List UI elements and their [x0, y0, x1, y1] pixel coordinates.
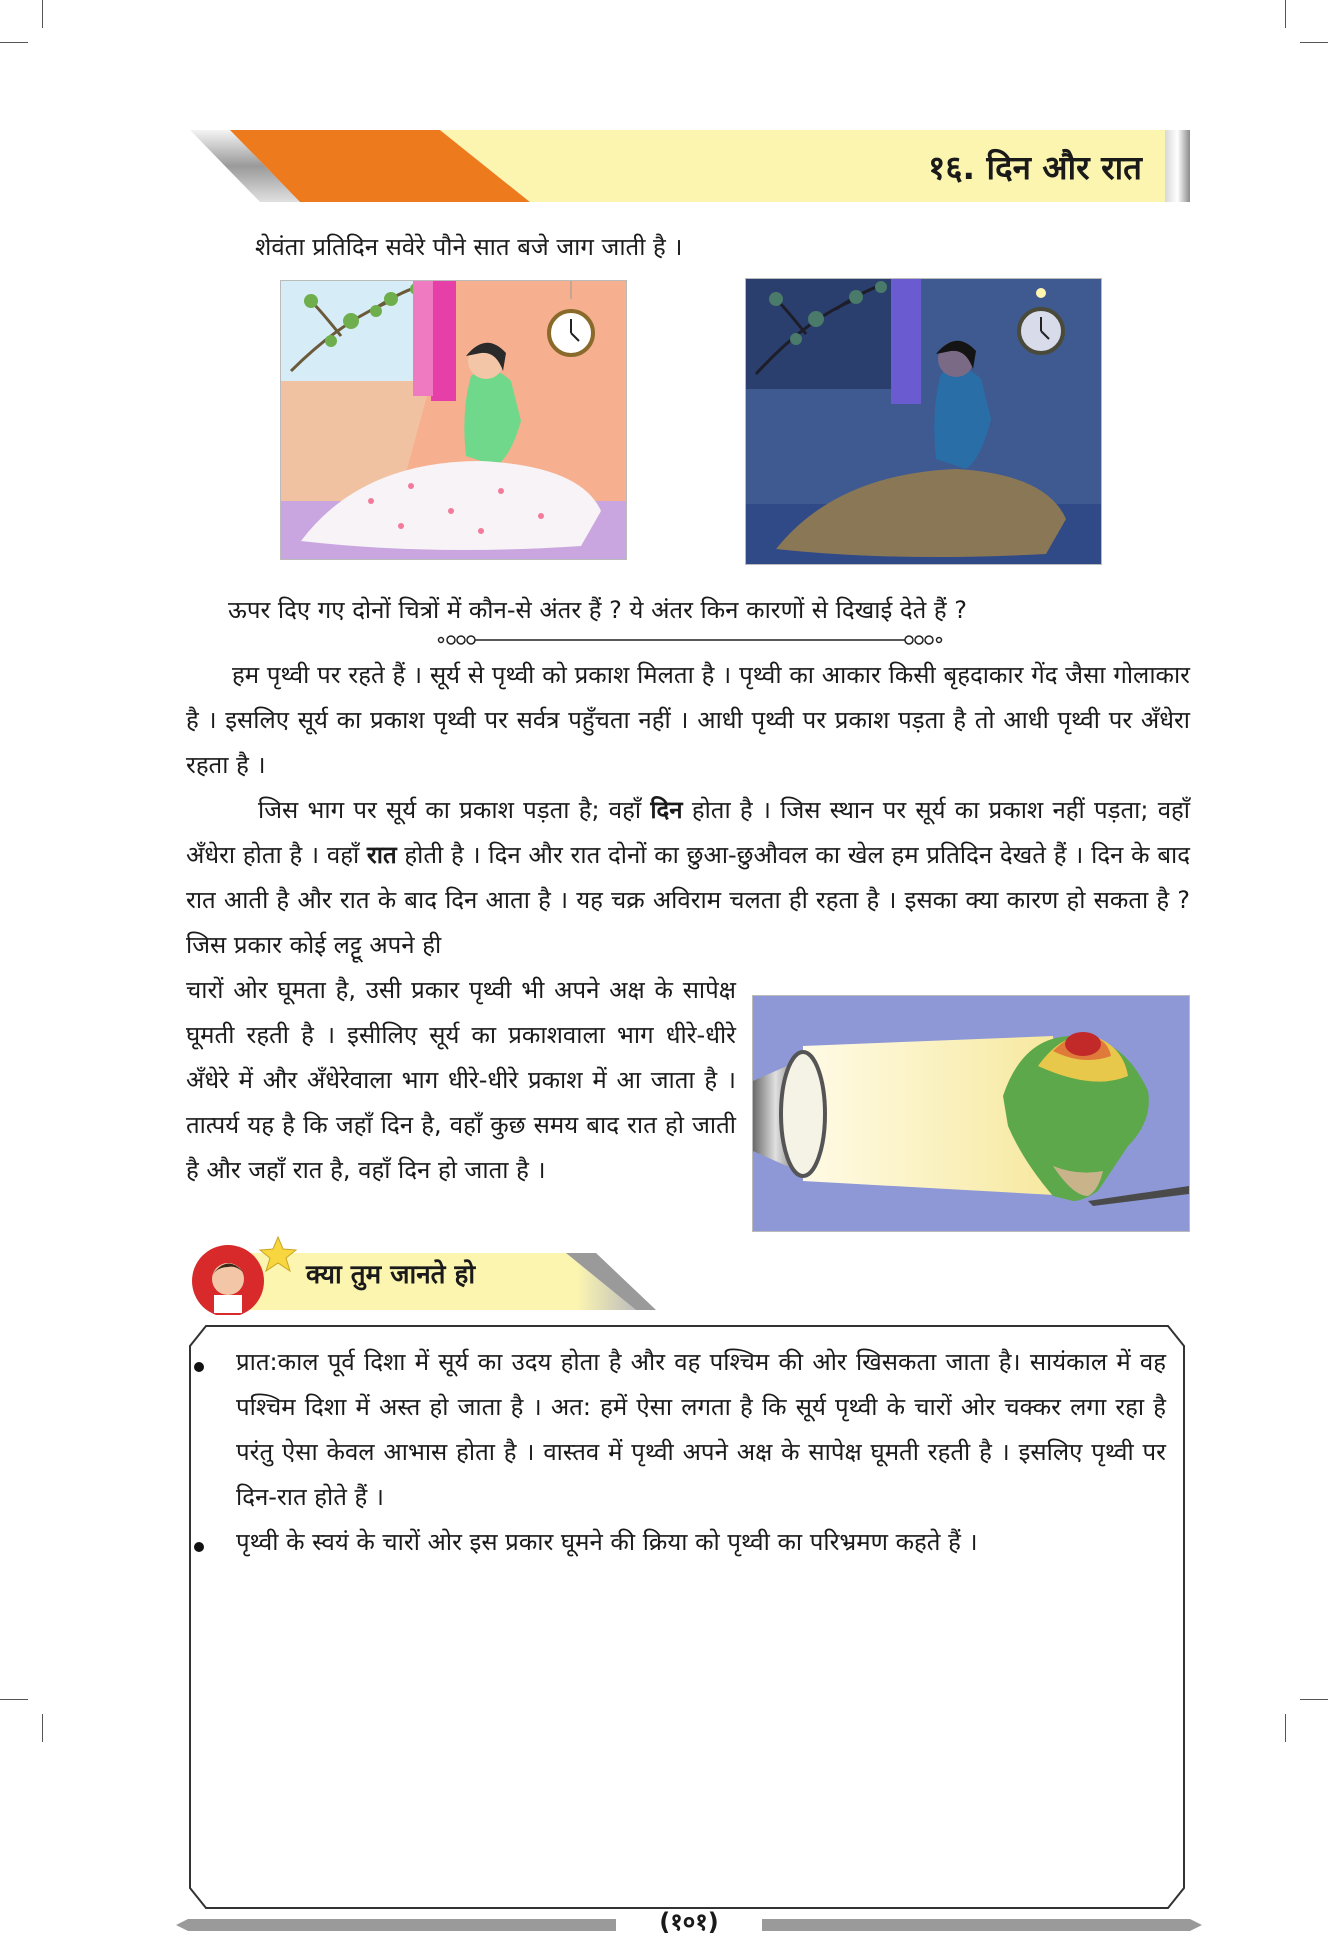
- bullet-icon: [194, 1542, 204, 1552]
- know-box-title: क्या तुम जानते हो: [306, 1260, 476, 1290]
- paragraph-earth-light: हम पृथ्वी पर रहते हैं । सूर्य से पृथ्वी को प्रकाश मिलता है । पृथ्वी का आकार किसी बृहदाकार गेंद जैसा गोलाकार है । इसलिए सूर्य का प्रकाश पृथ्वी पर सर्वत्र पहुँचता नहीं । आधी पृथ्वी पर प्रकाश पड़ता है तो आधी पृथ्वी पर अँधेरा रहता है ।: [186, 661, 1190, 779]
- question-text: ऊपर दिए गए दोनों चित्रों में कौन-से अंतर हैं ? ये अंतर किन कारणों से दिखाई देते हैं ?: [228, 596, 968, 624]
- crop-mark: [0, 42, 28, 43]
- night-illustration: [745, 278, 1102, 565]
- boy-face-icon: [212, 1263, 244, 1295]
- crop-mark: [1300, 1699, 1328, 1700]
- intro-text: शेवंता प्रतिदिन सवेरे पौने सात बजे जाग जाती है ।: [255, 233, 683, 261]
- bullet-icon: [194, 1362, 204, 1372]
- crop-mark: [42, 0, 43, 28]
- crop-mark: [42, 1714, 43, 1742]
- fact-text: प्रात:काल पूर्व दिशा में सूर्य का उदय होता है और वह पश्चिम की ओर खिसकता जाता है। सायंकाल में वह पश्चिम दिशा में अस्त हो जाता है । अत: हमें ऐसा लगता है कि सूर्य पृथ्वी के चारों ओर चक्कर लगा रहा है परंतु ऐसा केवल आभास होता है । वास्तव में पृथ्वी अपने अक्ष के सापेक्ष घूमती रहती है । इसलिए पृथ्वी पर दिन-रात होते हैं ।: [236, 1348, 1166, 1511]
- morning-illustration: [280, 280, 627, 560]
- text-segment: होती है । दिन और रात दोनों का छुआ-छुऔवल का खेल हम प्रतिदिन देखते हैं । दिन के बाद रात आती है और रात के बाद दिन आता है । यह चक्र अविराम चलता ही रहता है । इसका क्या कारण हो सकता है ? जिस प्रकार कोई लट्टू अपने ही: [186, 841, 1190, 959]
- text-segment: होता है । जिस स्थान पर सूर्य का प्रकाश नहीं पड़ता; वहाँ अँधेरा होता है । वहाँ: [186, 796, 1190, 869]
- chapter-title: १६. दिन और रात: [928, 148, 1142, 187]
- list-item: [236, 1520, 1166, 1565]
- crop-mark: [1300, 42, 1328, 43]
- bold-term-night: रात: [366, 841, 397, 869]
- text-segment: जिस भाग पर सूर्य का प्रकाश पड़ता है; वहाँ: [258, 796, 651, 824]
- know-box-header: [186, 1235, 656, 1315]
- paragraph-day-night: [186, 788, 1190, 968]
- know-box: [186, 1322, 1188, 1912]
- fact-list: [236, 1340, 1166, 1565]
- chapter-header: [190, 130, 1190, 202]
- list-item: [236, 1340, 1166, 1520]
- page-number: (१०१): [659, 1908, 719, 1936]
- paragraph-rotation: चारों ओर घूमता है, उसी प्रकार पृथ्वी भी अपने अक्ष के सापेक्ष घूमती रहती है । इसीलिए सूर्य का प्रकाशवाला भाग धीरे-धीरे अँधेरे में और अँधेरेवाला भाग धीरे-धीरे प्रकाश में आ जाता है । तात्पर्य यह है कि जहाँ दिन है, वहाँ कुछ समय बाद रात हो जाती है और जहाँ रात है, वहाँ दिन हो जाता है ।: [186, 976, 736, 1184]
- fact-text: पृथ्वी के स्वयं के चारों ओर इस प्रकार घूमने की क्रिया को पृथ्वी का परिभ्रमण कहते हैं ।: [236, 1528, 978, 1556]
- crop-mark: [0, 1699, 28, 1700]
- ornament-divider: [435, 633, 945, 647]
- crop-mark: [1285, 0, 1286, 28]
- torch-spinning-top-illustration: [752, 995, 1190, 1232]
- crop-mark: [1285, 1714, 1286, 1742]
- page-footer: [176, 1905, 1202, 1945]
- bold-term-day: दिन: [650, 796, 683, 824]
